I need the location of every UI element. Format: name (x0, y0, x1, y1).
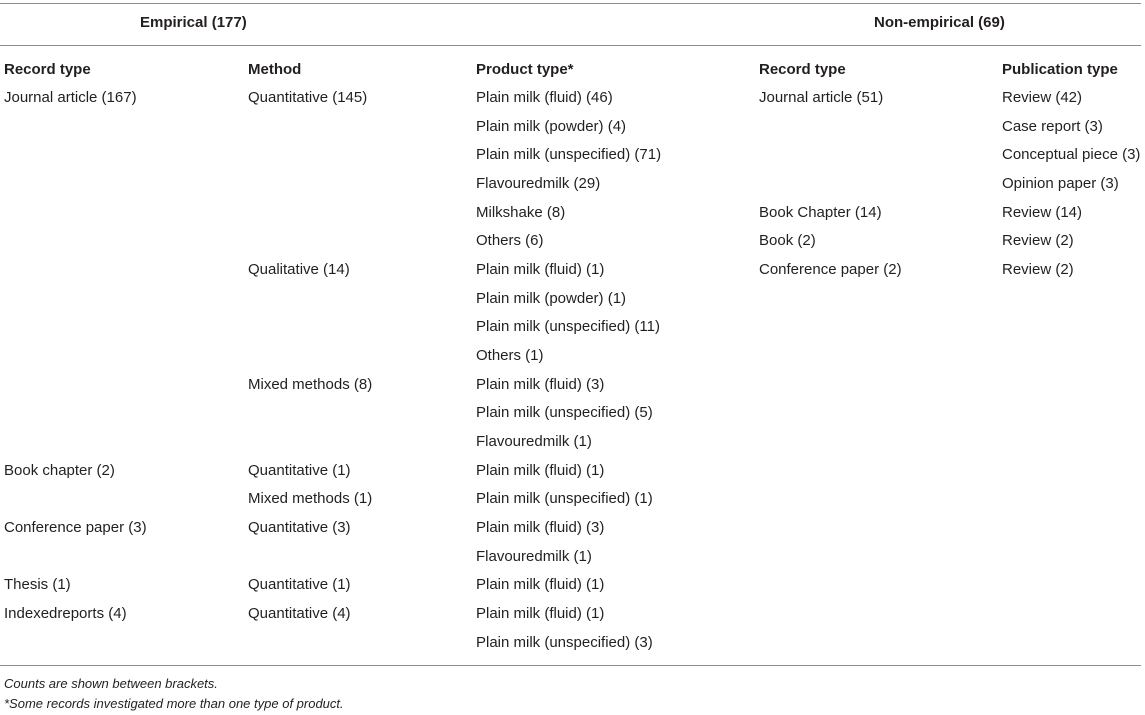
table-cell-product-type: Others (6) (476, 232, 544, 249)
table-cell-method: Mixed methods (1) (248, 490, 373, 507)
table-cell-product-type: Plain milk (unspecified) (11) (476, 318, 660, 335)
table-cell-product-type: Flavouredmilk (1) (476, 548, 592, 565)
table-cell-publication-type: Review (2) (1002, 261, 1074, 278)
table-cell-empirical-record-type: Book chapter (2) (4, 462, 115, 479)
table-cell-product-type: Plain milk (powder) (1) (476, 290, 627, 307)
table-cell-non-empirical-record-type: Conference paper (2) (759, 261, 902, 278)
table-cell-method: Mixed methods (8) (248, 376, 373, 393)
table-cell-product-type: Plain milk (fluid) (1) (476, 261, 605, 278)
table-cell-method: Qualitative (14) (248, 261, 350, 278)
table-cell-product-type: Plain milk (fluid) (1) (476, 576, 605, 593)
table-cell-non-empirical-record-type: Book (2) (759, 232, 816, 249)
table-cell-product-type: Plain milk (fluid) (1) (476, 605, 605, 622)
table-cell-product-type: Plain milk (unspecified) (1) (476, 490, 653, 507)
table-cell-product-type: Plain milk (fluid) (46) (476, 89, 613, 106)
table-cell-empirical-record-type: Journal article (167) (4, 89, 137, 106)
column-heading-product-type: Product type* (476, 61, 574, 78)
column-heading-empirical-record-type: Record type (4, 61, 91, 78)
table-cell-product-type: Flavouredmilk (29) (476, 175, 601, 192)
non-empirical-group-heading: Non-empirical (69) (874, 14, 1005, 31)
table-cell-method: Quantitative (4) (248, 605, 351, 622)
table-cell-method: Quantitative (1) (248, 462, 351, 479)
table-top-rule (0, 3, 1141, 4)
table-bottom-rule (0, 665, 1141, 666)
table-cell-empirical-record-type: Conference paper (3) (4, 519, 147, 536)
table-cell-product-type: Milkshake (8) (476, 204, 566, 221)
table-cell-publication-type: Case report (3) (1002, 118, 1103, 135)
footnote-counts: Counts are shown between brackets. (4, 676, 218, 691)
table-cell-empirical-record-type: Indexedreports (4) (4, 605, 127, 622)
table-cell-product-type: Plain milk (fluid) (1) (476, 462, 605, 479)
table-cell-method: Quantitative (1) (248, 576, 351, 593)
column-heading-non-empirical-record-type: Record type (759, 61, 846, 78)
table-cell-non-empirical-record-type: Book Chapter (14) (759, 204, 882, 221)
header-separator-rule (0, 45, 1141, 46)
table-cell-publication-type: Review (2) (1002, 232, 1074, 249)
table-cell-product-type: Flavouredmilk (1) (476, 433, 592, 450)
table-cell-method: Quantitative (145) (248, 89, 368, 106)
column-heading-publication-type: Publication type (1002, 61, 1118, 78)
table-cell-publication-type: Review (14) (1002, 204, 1083, 221)
table-cell-method: Quantitative (3) (248, 519, 351, 536)
table-cell-publication-type: Conceptual piece (3) (1002, 146, 1141, 163)
empirical-group-heading: Empirical (177) (140, 14, 247, 31)
table-cell-non-empirical-record-type: Journal article (51) (759, 89, 884, 106)
table-cell-product-type: Plain milk (fluid) (3) (476, 376, 605, 393)
table-cell-publication-type: Review (42) (1002, 89, 1083, 106)
table-cell-publication-type: Opinion paper (3) (1002, 175, 1119, 192)
table-cell-empirical-record-type: Thesis (1) (4, 576, 71, 593)
table-cell-product-type: Plain milk (powder) (4) (476, 118, 627, 135)
table-cell-product-type: Plain milk (fluid) (3) (476, 519, 605, 536)
table-cell-product-type: Plain milk (unspecified) (3) (476, 634, 653, 651)
table-cell-product-type: Plain milk (unspecified) (71) (476, 146, 662, 163)
footnote-product-types: *Some records investigated more than one type of product. (4, 696, 344, 711)
table-cell-product-type: Others (1) (476, 347, 544, 364)
column-heading-method: Method (248, 61, 302, 78)
table-cell-product-type: Plain milk (unspecified) (5) (476, 404, 653, 421)
